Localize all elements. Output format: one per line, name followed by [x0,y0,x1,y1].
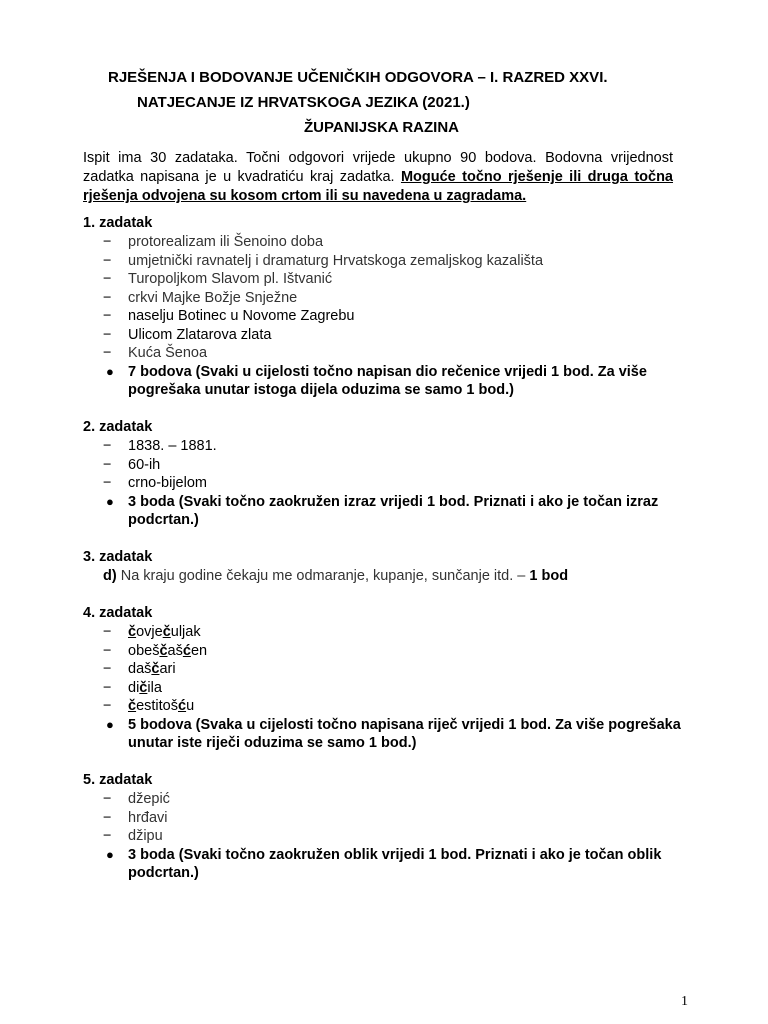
task-title: 2. zadatak [83,419,153,435]
answer-label: d) [103,568,117,584]
dash-icon: − [103,345,112,361]
list-item: − čestitošću [103,698,195,714]
list-item: − Turopoljkom Slavom pl. Ištvanić [103,271,333,287]
dash-icon: − [103,679,112,696]
points-list [83,716,683,753]
dash-icon: − [103,252,112,269]
list-item: − naselju Botinec u Novome Zagrebu [103,308,355,324]
list-item: − 1838. – 1881. [103,438,217,454]
doc-title-line-2: NATJECANJE IZ HRVATSKOGA JEZIKA (2021.) [137,94,470,111]
list-item: − umjetnički ravnatelj i dramaturg Hrvatskoga zemaljskog kazališta [103,252,544,269]
task-4 [83,604,683,753]
task-title: 4. zadatak [83,605,153,621]
answer-list [83,623,683,716]
list-item: − obeščašćen [103,642,208,659]
bullet-icon: ● [106,716,114,732]
dash-icon: − [103,326,112,343]
dash-icon: − [103,809,112,826]
list-item: − hrđavi [103,809,168,826]
list-item: − crno-bijelom [103,475,207,491]
answer-text: Na kraju godine čekaju me odmaranje, kupanje, sunčanje itd. – [120,568,526,584]
bullet-icon: ● [106,363,114,379]
task-2 [83,418,683,530]
task-title: 3. zadatak [83,549,153,565]
page-number: 1 [681,994,688,1009]
answer-list [83,790,683,846]
dash-icon: − [103,289,112,306]
list-item: − daščari [103,661,176,677]
task-title: 1. zadatak [83,215,153,231]
list-item: − 60-ih [103,456,161,473]
list-item: − protorealizam ili Šenoino doba [103,234,324,250]
dash-icon: − [103,456,112,473]
bullet-icon: ● [106,493,114,509]
task-title: 5. zadatak [83,772,153,788]
intro-paragraph [83,149,673,206]
task-3 [83,548,683,586]
list-item: − Ulicom Zlatarova zlata [103,326,272,343]
points-note: ● 5 bodova (Svaka u cijelosti točno napisana riječ vrijedi 1 bod. Za više pogrešaka unutar iste riječi oduzima se samo 1 bod.) [106,716,681,751]
dash-icon: − [103,642,112,659]
points-list [83,493,683,530]
dash-icon: − [103,828,112,844]
dash-icon: − [103,791,112,807]
points-note: ● 3 boda (Svaki točno zaokružen oblik vrijedi 1 bod. Priznati i ako je točan oblik podcrtan.) [106,846,662,881]
list-item: − džepić [103,791,170,807]
doc-title-line-3: ŽUPANIJSKA RAZINA [304,119,460,136]
dash-icon: − [103,308,112,324]
list-item: − Kuća Šenoa [103,345,208,361]
intro-text: Ispit ima 30 zadataka. Točni odgovori vrijede ukupno 90 bodova. Bodovna vrijednost zadatka napisana je u kvadratiću kraj zadatka. [83,150,673,185]
bullet-icon: ● [106,846,114,862]
dash-icon: − [103,698,112,714]
list-item: − crkvi Majke Božje Snježne [103,289,298,306]
points-note: ● 3 boda (Svaki točno zaokružen izraz vrijedi 1 bod. Priznati i ako je točan izraz podcrtan.) [106,493,659,528]
dash-icon: − [103,271,112,287]
dash-icon: − [103,438,112,454]
dash-icon: − [103,234,112,250]
list-item: − dičila [103,679,162,696]
intro-bold-note: Moguće točno rješenje ili druga točna rješenja odvojena su kosom crtom ili su navedena u zagradama. [83,169,673,204]
dash-icon: − [103,661,112,677]
answer-list [83,233,683,363]
task-3-answer [83,567,683,586]
points-list [83,363,683,400]
task-1 [83,214,683,400]
points-note: ● 7 bodova (Svaki u cijelosti točno napisan dio rečenice vrijedi 1 bod. Za više pogrešaka unutar istoga dijela oduzima se samo 1 bod.) [106,363,647,398]
dash-icon: − [103,475,112,491]
task-5 [83,771,683,883]
answer-list [83,437,683,493]
list-item: − čovječuljak [103,624,201,640]
dash-icon: − [103,624,112,640]
list-item: − džipu [103,828,163,844]
answer-points: 1 bod [529,568,569,584]
doc-title-line-1: RJEŠENJA I BODOVANJE UČENIČKIH ODGOVORA – I. RAZRED XXVI. [108,69,608,86]
points-list [83,846,683,883]
